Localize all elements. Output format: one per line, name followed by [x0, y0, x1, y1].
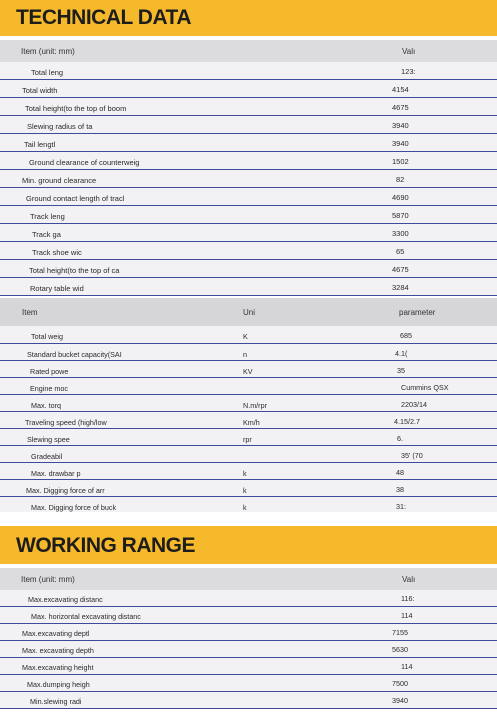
row-unit: k: [243, 503, 247, 512]
row-unit: KV: [243, 367, 253, 376]
row-label: Ground clearance of counterweig: [29, 158, 140, 167]
row-value: 65: [396, 247, 405, 256]
row-label: Standard bucket capacity(SAI: [27, 350, 122, 359]
row-value: 685: [400, 331, 412, 340]
table-row: [0, 480, 497, 497]
table-row: [0, 80, 497, 98]
technical-data-banner: [0, 0, 497, 36]
row-label: Traveling speed (high/low: [25, 418, 107, 427]
table-row: [0, 463, 497, 480]
row-unit: k: [243, 469, 247, 478]
row-label: Slewing radius of ta: [27, 122, 93, 131]
table-row: [0, 62, 497, 80]
row-label: Engine moc: [30, 384, 68, 393]
technical-table-header: [0, 40, 497, 62]
row-value: 3284: [392, 283, 409, 292]
table-row: [0, 590, 497, 607]
row-label: Max.excavating distanc: [28, 595, 103, 604]
header-parameter: parameter: [399, 308, 436, 317]
table-row: [0, 446, 497, 463]
table-row: [0, 116, 497, 134]
header-value: Valı: [402, 575, 416, 584]
row-value: 4690: [392, 193, 409, 202]
table-row: [0, 260, 497, 278]
row-unit: Km/h: [243, 418, 260, 427]
row-label: Rotary table wid: [30, 284, 84, 293]
row-value: 114: [401, 611, 413, 620]
row-label: Total width: [22, 86, 58, 95]
row-label: Max. Digging force of arr: [26, 486, 105, 495]
row-value: 4.15/2.7: [394, 417, 420, 426]
table-row: [0, 658, 497, 675]
row-label: Total height(to the top of boom: [25, 104, 127, 113]
row-value: 2203/14: [401, 400, 427, 409]
row-label: Max.excavating deptl: [22, 629, 90, 638]
row-label: Slewing spee: [27, 435, 70, 444]
row-value: Cummins QSX: [401, 383, 449, 392]
table-row: [0, 224, 497, 242]
row-value: 5870: [392, 211, 409, 220]
row-value: 3300: [392, 229, 409, 238]
row-value: 123:: [401, 67, 416, 76]
table-row: [0, 206, 497, 224]
header-unit: Uni: [243, 308, 256, 317]
row-value: 7155: [392, 628, 408, 637]
row-label: Total weig: [31, 332, 63, 341]
table-row: [0, 170, 497, 188]
row-unit: N.m/rpr: [243, 401, 267, 410]
row-label: Max. drawbar p: [31, 469, 81, 478]
params-table-header: [0, 298, 497, 326]
table-row: [0, 641, 497, 658]
table-row: [0, 675, 497, 692]
row-label: Min.slewing radi: [30, 697, 82, 706]
table-row: [0, 326, 497, 344]
table-row: [0, 242, 497, 260]
row-unit: K: [243, 332, 248, 341]
row-label: Track leng: [30, 212, 65, 221]
row-value: 3940: [392, 696, 408, 705]
row-label: Max.excavating height: [22, 663, 94, 672]
row-value: 3940: [392, 139, 409, 148]
row-value: 31:: [396, 502, 406, 511]
row-value: 3940: [392, 121, 409, 130]
table-row: [0, 344, 497, 361]
row-label: Max. Digging force of buck: [31, 503, 117, 512]
row-value: 4675: [392, 265, 409, 274]
working-range-banner: [0, 526, 497, 564]
row-label: Gradeabil: [31, 452, 63, 461]
table-row: [0, 607, 497, 624]
table-row: [0, 152, 497, 170]
table-row: [0, 395, 497, 412]
row-value: 38: [396, 485, 404, 494]
header-item: Item (unit: mm): [21, 47, 75, 56]
table-row: [0, 278, 497, 296]
row-value: 4.1(: [395, 349, 408, 358]
row-unit: n: [243, 350, 247, 359]
row-value: 114: [401, 662, 413, 671]
technical-data-title: TECHNICAL DATA: [16, 6, 191, 29]
row-unit: k: [243, 486, 247, 495]
row-label: Rated powe: [30, 367, 69, 376]
row-label: Track ga: [32, 230, 61, 239]
row-value: 4675: [392, 103, 409, 112]
row-value: 7500: [392, 679, 408, 688]
table-row: [0, 98, 497, 116]
row-unit: rpr: [243, 435, 252, 444]
row-label: Min. ground clearance: [22, 176, 97, 185]
table-row: [0, 624, 497, 641]
table-row: [0, 188, 497, 206]
table-row: [0, 412, 497, 429]
row-value: 5630: [392, 645, 408, 654]
row-value: 82: [396, 175, 405, 184]
divider: [0, 512, 497, 526]
row-label: Max. horizontal excavating distanc: [31, 612, 141, 621]
row-label: Max. torq: [31, 401, 61, 410]
row-label: Ground contact length of tracl: [26, 194, 125, 203]
table-row: [0, 134, 497, 152]
table-row: [0, 429, 497, 446]
header-item: Item (unit: mm): [21, 575, 75, 584]
row-value: 6.: [397, 434, 403, 443]
row-label: Total leng: [31, 68, 64, 77]
working-table-header: [0, 568, 497, 590]
row-label: Track shoe wic: [32, 248, 82, 257]
table-row: [0, 361, 497, 378]
row-value: 48: [396, 468, 404, 477]
row-label: Max.dumping heigh: [27, 680, 90, 689]
row-value: 4154: [392, 85, 409, 94]
working-range-title: WORKING RANGE: [16, 534, 195, 557]
row-value: 116:: [401, 594, 415, 603]
row-value: 1502: [392, 157, 409, 166]
row-label: Tail lengtl: [24, 140, 56, 149]
row-value: 35' (70: [401, 451, 423, 460]
row-label: Total height(to the top of ca: [29, 266, 120, 275]
row-label: Max. excavating depth: [22, 646, 94, 655]
table-row: [0, 692, 497, 709]
header-item: Item: [22, 308, 38, 317]
table-row: [0, 378, 497, 395]
row-value: 35: [397, 366, 405, 375]
header-value: Valı: [402, 47, 416, 56]
